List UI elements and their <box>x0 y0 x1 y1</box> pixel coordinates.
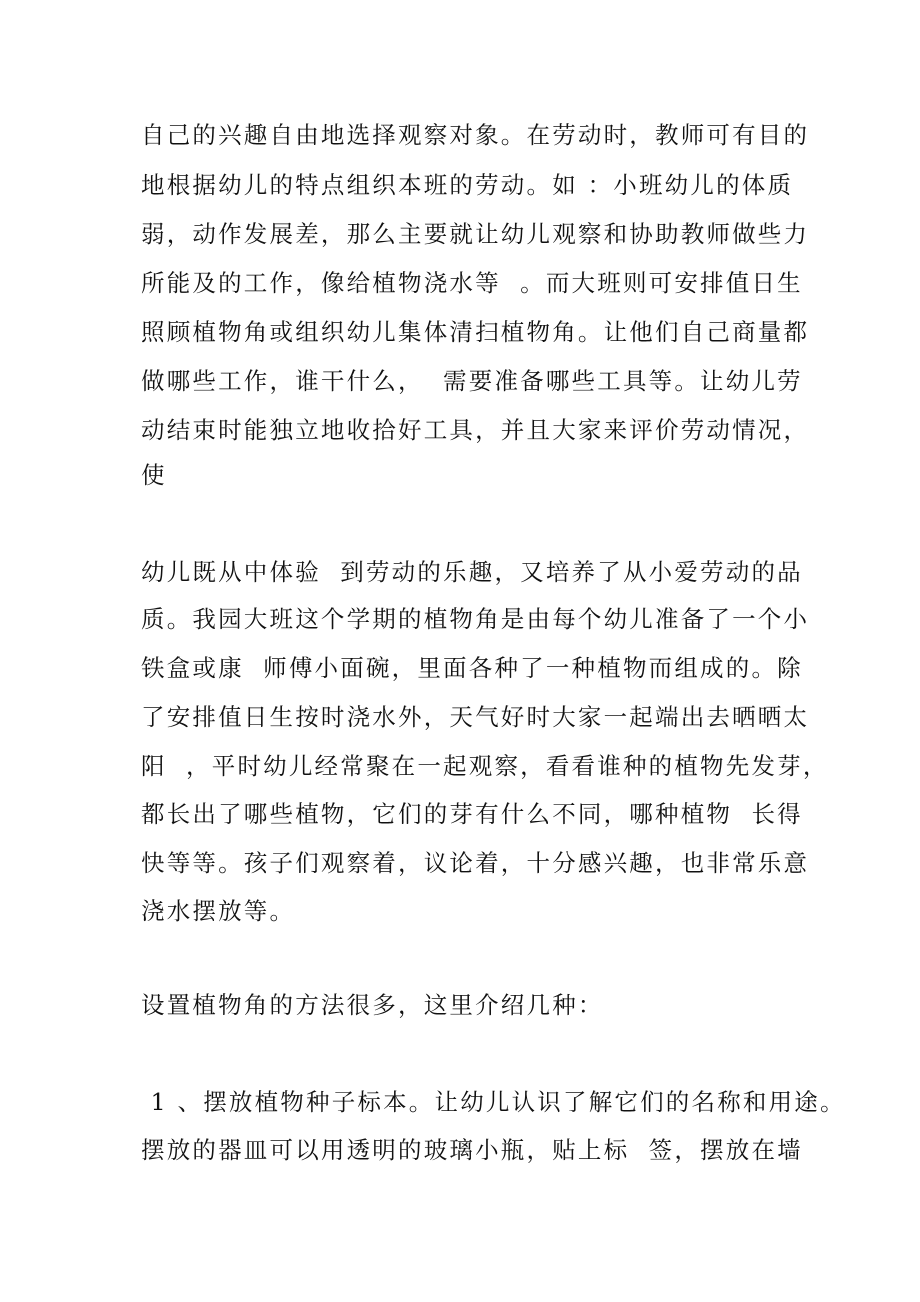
text-line: 1 、摆放植物种子标本。让幼儿认识了解它们的名称和用途。 <box>141 1088 846 1116</box>
text-line: 做哪些工作，谁干什么， 需要准备哪些工具等。让幼儿劳 <box>141 367 803 395</box>
text-line: 浇水摆放等。 <box>141 897 296 925</box>
text-line: 照顾植物角或组织幼儿集体清扫植物角。让他们自己商量都 <box>141 318 810 346</box>
text-line: 使 <box>141 461 167 489</box>
text-line: 弱，动作发展差，那么主要就让幼儿观察和协助教师做些力 <box>141 220 810 248</box>
text-line: 质。我园大班这个学期的植物角是由每个幼儿准备了一个小 <box>141 605 810 633</box>
text-line: 动结束时能独立地收拾好工具，并且大家来评价劳动情况， <box>141 416 810 444</box>
text-line: 设置植物角的方法很多，这里介绍几种： <box>141 991 604 1019</box>
text-line: 地根据幼儿的特点组织本班的劳动。如 ：小班幼儿的体质 <box>141 171 794 199</box>
text-line: 阳 ，平时幼儿经常聚在一起观察，看看谁种的植物先发芽， <box>141 752 829 780</box>
text-line: 自己的兴趣自由地选择观察对象。在劳动时，教师可有目的 <box>141 121 810 149</box>
text-line: 幼儿既从中体验 到劳动的乐趣，又培养了从小爱劳动的品 <box>141 558 803 586</box>
text-line: 都长出了哪些植物，它们的芽有什么不同，哪种植物 长得 <box>141 800 803 828</box>
text-line: 了安排值日生按时浇水外，天气好时大家一起端出去晒晒太 <box>141 703 810 731</box>
text-line: 所能及的工作，像给植物浇水等 。而大班则可安排值日生 <box>141 269 803 297</box>
text-line: 摆放的器皿可以用透明的玻璃小瓶，贴上标 签，摆放在墙 <box>141 1136 803 1164</box>
text-line: 铁盒或康 师傅小面碗，里面各种了一种植物而组成的。除 <box>141 654 803 682</box>
text-line: 快等等。孩子们观察着，议论着，十分感兴趣，也非常乐意 <box>141 849 810 877</box>
